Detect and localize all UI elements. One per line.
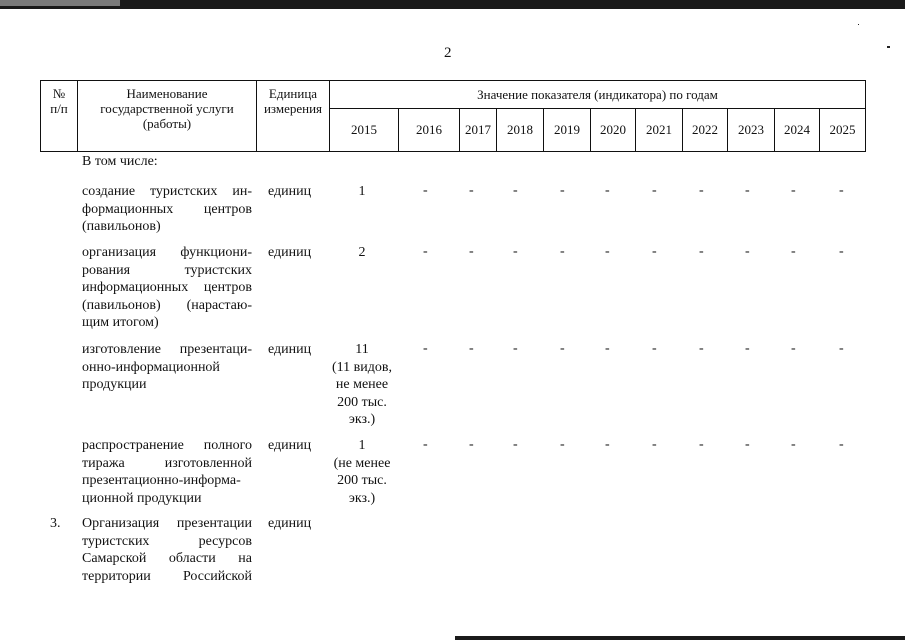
row-value-2015 (326, 183, 398, 201)
row-name-line: щим итогом) (82, 315, 159, 330)
year-header: 2017 (460, 108, 497, 151)
row-name (82, 515, 252, 585)
year-header: 2021 (636, 108, 683, 151)
row-name-line: изготовление презентаци- (82, 342, 252, 357)
value-line: экз.) (348, 490, 376, 506)
empty-value-dash: - (605, 437, 610, 452)
row-name-line: Организация презентации (82, 516, 252, 531)
value-line: 11 (355, 342, 369, 357)
value-line: экз.) (348, 412, 376, 427)
empty-value-dash: - (605, 244, 610, 259)
row-name-line: презентационно-информа- (82, 473, 241, 488)
empty-value-dash: - (513, 183, 518, 198)
empty-value-dash: - (839, 183, 844, 198)
row-name (82, 183, 252, 236)
empty-value-dash: - (605, 183, 610, 198)
empty-value-dash: - (839, 244, 844, 259)
empty-value-dash: - (423, 244, 428, 259)
row-name-line: (павильонов) (нарастаю- (82, 297, 252, 313)
year-header: 2023 (728, 108, 775, 151)
value-line: 2 (358, 245, 366, 260)
empty-value-dash: - (791, 437, 796, 452)
empty-value-dash: - (745, 341, 750, 356)
value-line: (не менее (333, 455, 391, 471)
row-name (82, 244, 252, 332)
empty-value-dash: - (513, 437, 518, 452)
year-header: 2024 (775, 108, 820, 151)
row-value-2015 (326, 244, 398, 262)
empty-value-dash: - (560, 437, 565, 452)
empty-value-dash: - (469, 437, 474, 452)
row-number: 3. (50, 516, 61, 531)
row-name-line: информационных центров (82, 280, 252, 295)
header-table (40, 80, 866, 152)
row-unit: единиц (268, 516, 312, 531)
row-name-line: тиража изготовленной (82, 455, 252, 471)
empty-value-dash: - (791, 183, 796, 198)
row-unit: единиц (268, 245, 312, 260)
year-header: 2019 (544, 108, 591, 151)
empty-value-dash: - (513, 341, 518, 356)
header-text: измерения (263, 101, 323, 116)
year-header: 2018 (497, 108, 544, 151)
empty-value-dash: - (652, 183, 657, 198)
including-label: В том числе: (82, 154, 158, 169)
empty-value-dash: - (745, 437, 750, 452)
row-name-line: туристских ресурсов (82, 533, 252, 549)
row-value-2015 (326, 341, 398, 429)
empty-value-dash: - (469, 341, 474, 356)
empty-value-dash: - (513, 244, 518, 259)
empty-value-dash: - (423, 437, 428, 452)
row-name-line: создание туристских ин- (82, 184, 252, 199)
value-line: 1 (358, 184, 366, 199)
header-text: Наименование (126, 86, 208, 101)
scan-top-border-light (0, 0, 120, 6)
empty-value-dash: - (791, 341, 796, 356)
empty-value-dash: - (699, 437, 704, 452)
row-name-line: онно-информационной (82, 359, 220, 375)
row-name (82, 341, 252, 394)
row-value-2015 (326, 437, 398, 507)
year-header: 2022 (683, 108, 728, 151)
empty-value-dash: - (652, 341, 657, 356)
row-name-line: ционной продукции (82, 490, 202, 506)
header-text: Единица (268, 86, 318, 101)
scan-speck (887, 46, 890, 48)
empty-value-dash: - (469, 183, 474, 198)
empty-value-dash: - (791, 244, 796, 259)
value-line: не менее (335, 377, 389, 392)
row-name-line: территории Российской (82, 568, 252, 584)
header-col-name (78, 81, 257, 152)
value-line: 1 (358, 438, 366, 453)
year-header: 2025 (820, 108, 866, 151)
empty-value-dash: - (745, 183, 750, 198)
header-text: (работы) (142, 116, 192, 131)
value-line: 200 тыс. (337, 473, 387, 488)
row-name-line: распространение полного (82, 438, 252, 453)
header-col-unit (257, 81, 330, 152)
empty-value-dash: - (423, 341, 428, 356)
empty-value-dash: - (605, 341, 610, 356)
header-text: государственной услуги (100, 101, 234, 116)
row-unit: единиц (268, 184, 312, 199)
value-line: 200 тыс. (337, 394, 387, 410)
value-line: (11 видов, (332, 359, 392, 375)
scan-top-border (0, 0, 905, 9)
year-header: 2015 (330, 108, 399, 151)
header-text: п/п (50, 101, 68, 116)
empty-value-dash: - (699, 341, 704, 356)
header-text: № (52, 86, 66, 101)
row-name-line: (павильонов) (82, 219, 161, 234)
row-name-line: Самарской области на (82, 551, 252, 566)
scan-bottom-border (455, 636, 905, 640)
row-name (82, 437, 252, 507)
empty-value-dash: - (560, 244, 565, 259)
empty-value-dash: - (560, 183, 565, 198)
row-name-line: организация функциони- (82, 245, 252, 260)
empty-value-dash: - (652, 244, 657, 259)
row-unit: единиц (268, 342, 312, 357)
empty-value-dash: - (699, 183, 704, 198)
page-number: 2 (444, 45, 452, 61)
header-col-number (41, 81, 78, 152)
empty-value-dash: - (560, 341, 565, 356)
empty-value-dash: - (469, 244, 474, 259)
row-name-line: продукции (82, 377, 147, 392)
empty-value-dash: - (839, 437, 844, 452)
header-col-values: Значение показателя (индикатора) по годам (330, 81, 866, 109)
scan-speck (858, 24, 859, 25)
empty-value-dash: - (839, 341, 844, 356)
year-header: 2020 (591, 108, 636, 151)
empty-value-dash: - (652, 437, 657, 452)
empty-value-dash: - (745, 244, 750, 259)
row-name-line: рования туристских (82, 262, 252, 278)
empty-value-dash: - (423, 183, 428, 198)
empty-value-dash: - (699, 244, 704, 259)
year-header: 2016 (399, 108, 460, 151)
row-unit: единиц (268, 438, 312, 453)
row-name-line: формационных центров (82, 201, 252, 217)
